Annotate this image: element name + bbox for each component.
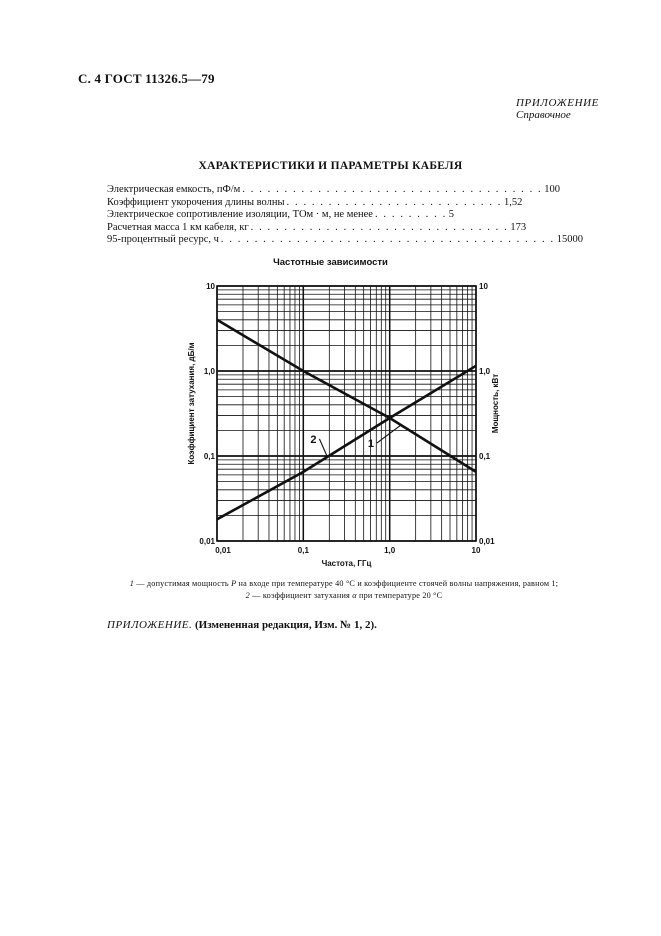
chart-title: Частотные зависимости	[273, 257, 388, 268]
chart-axis-labels	[187, 342, 500, 568]
parameter-row	[107, 234, 583, 247]
chart-frame	[217, 286, 476, 541]
legend-symbol: P	[231, 579, 237, 588]
chart-grid	[217, 286, 476, 541]
x-axis-label: Частота, ГГц	[321, 559, 372, 568]
parameter-row	[107, 221, 527, 235]
series-line-2	[217, 366, 476, 520]
y-tick-label-right: 1,0	[479, 367, 491, 376]
footnote-amendment: (Измененная редакция, Изм. № 1, 2).	[192, 619, 377, 631]
parameter-leader: . . . . . . . . . . . . . . . . . . . . . . . . . . . . . . .	[250, 221, 509, 233]
parameter-label: Расчетная масса 1 км кабеля, кг	[107, 221, 249, 233]
legend-entry-1	[84, 578, 604, 590]
parameter-leader: . . . . . . . . . . . . . . . . . . . . . . . . . . . . . . . . . . . . . . . .	[220, 234, 555, 246]
legend-number: 2	[245, 591, 250, 600]
parameter-leader: . . . . . . . . . . . . . . . . . . . . . . . . . . . . . . . . . . . .	[242, 184, 543, 195]
x-tick-label: 0,01	[215, 546, 231, 555]
section-title: ХАРАКТЕРИСТИКИ И ПАРАМЕТРЫ КАБЕЛЯ	[198, 160, 463, 172]
footnote-appendix: ПРИЛОЖЕНИЕ.	[107, 619, 193, 631]
parameter-value: 15000	[556, 234, 583, 246]
parameter-leader: . . . . . . . . . . . . . . . . . . . . . . . . . .	[286, 196, 503, 208]
legend-text: — коэффициент затухания	[249, 591, 353, 600]
x-tick-label: 0,1	[297, 546, 309, 555]
chart-ticks	[199, 282, 495, 555]
series-label-2: 2	[310, 433, 317, 446]
series-label-1: 1	[367, 438, 374, 451]
legend-number: 1	[129, 579, 135, 588]
y-tick-label-right: 0,1	[479, 452, 491, 461]
legend-text: — допустимая мощность	[134, 579, 232, 588]
y-tick-label-left: 1,0	[203, 367, 215, 376]
parameter-value: 5	[448, 209, 455, 221]
parameter-label: Электрическая емкость, пФ/м	[107, 184, 241, 195]
legend-text: при температуре 20 °С	[356, 591, 443, 600]
y-axis-label-right: Мощность, кВт	[491, 373, 500, 434]
parameter-value: 173	[510, 221, 527, 233]
legend-symbol: α	[352, 591, 357, 600]
parameter-value: 100	[544, 184, 561, 195]
footnote	[107, 619, 377, 631]
parameter-row	[107, 209, 463, 222]
y-axis-label-left: Коэффициент затухания, дБ/м	[187, 342, 196, 465]
y-tick-label-left: 0,1	[203, 452, 215, 461]
y-tick-label-left: 10	[206, 282, 215, 291]
parameter-leader: . . . . . . . . .	[374, 209, 447, 221]
plot-border	[217, 286, 476, 541]
parameter-row	[107, 196, 523, 210]
frequency-chart	[180, 275, 510, 568]
legend-text: на входе при температуре 40 °С и коэффициенте стоячей волны напряжения, равном 1;	[236, 579, 559, 588]
appendix-label	[516, 97, 599, 121]
appendix-subtitle: Справочное	[516, 109, 571, 121]
parameter-value: 1,52	[504, 196, 523, 208]
y-tick-label-left: 0,01	[199, 537, 215, 546]
y-tick-label-right: 0,01	[479, 537, 495, 546]
y-tick-label-right: 10	[479, 282, 488, 291]
parameter-label: 95-процентный ресурс, ч	[107, 234, 219, 246]
appendix-title: ПРИЛОЖЕНИЕ	[516, 97, 599, 109]
x-tick-label: 1,0	[384, 546, 396, 555]
x-tick-label: 10	[471, 546, 481, 555]
chart-series	[217, 320, 476, 520]
document-header: С. 4 ГОСТ 11326.5—79	[78, 71, 215, 86]
series-callout-leader	[377, 425, 401, 443]
parameter-label: Электрическое сопротивление изоляции, ТОм · м, не менее	[107, 209, 373, 221]
parameter-label: Коэффициент укорочения длины волны	[107, 196, 285, 208]
parameter-row	[107, 184, 561, 197]
series-callout-leader	[319, 439, 327, 457]
series-line-1	[217, 320, 476, 472]
chart-legend	[84, 578, 604, 602]
parameters-list	[107, 184, 583, 247]
legend-entry-2	[84, 590, 604, 602]
